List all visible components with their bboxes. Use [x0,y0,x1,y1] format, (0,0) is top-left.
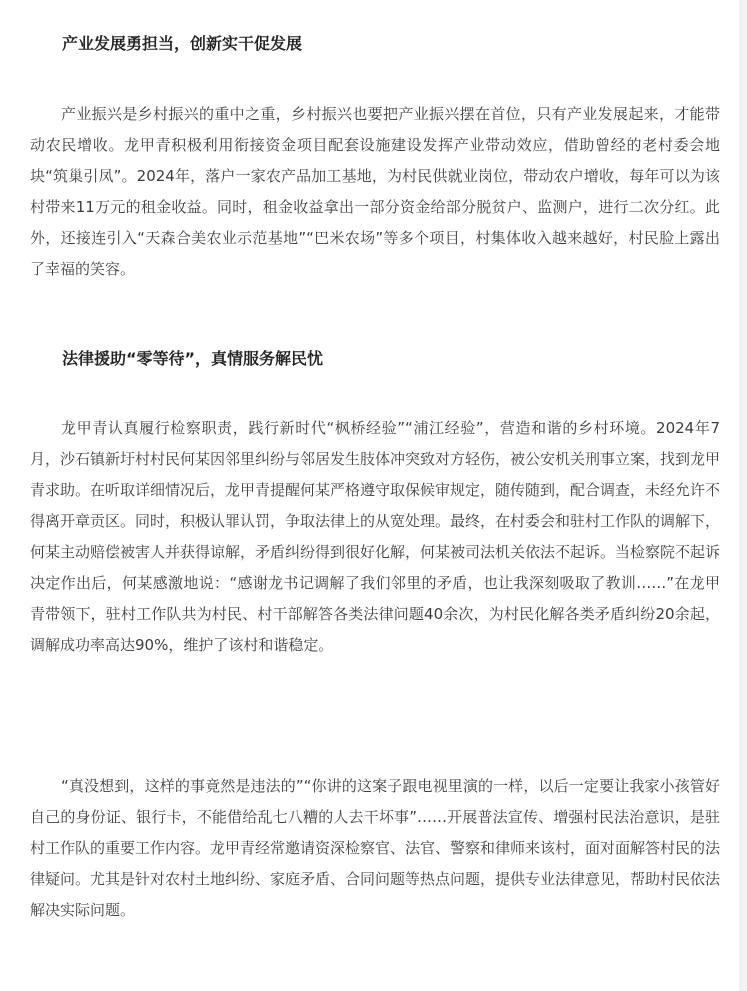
paragraph-legal-case: 龙甲青认真履行检察职责，践行新时代“枫桥经验”“浦江经验”，营造和谐的乡村环境。2024年7月，沙石镇新圩村村民何某因邻里纠纷与邻居发生肢体冲突致对方轻伤，被公安机关刑事立案，找到龙甲青求助。在听取详细情况后，龙甲青提醒何某严格遵守取保候审规定，随传随到，配合调查，未经允许不得离开章贡区。同时，积极认罪认罚，争取法律上的从宽处理。最终，在村委会和驻村工作队的调解下，何某主动赔偿被害人并获得谅解，矛盾纠纷得到很好化解，何某被司法机关依法不起诉。当检察院不起诉决定作出后，何某感激地说：“感谢龙书记调解了我们邻里的矛盾，也让我深刻吸取了教训……”在龙甲青带领下，驻村工作队共为村民、村干部解答各类法律问题40余次，为村民化解各类矛盾纠纷20余起，调解成功率高达90%，维护了该村和谐稳定。 [30,419,721,654]
page-edge [739,0,747,991]
paragraph-law-education: “真没想到，这样的事竟然是违法的”“你讲的这案子跟电视里演的一样，以后一定要让我家小孩管好自己的身份证、银行卡，不能借给乱七八糟的人去干坏事”……开展普法宣传、增强村民法治意识，是驻村工作队的重要工作内容。龙甲青经常邀请资深检察官、法官、警察和律师来该村，面对面解答村民的法律疑问。尤其是针对农村土地纠纷、家庭矛盾、合同问题等热点问题，提供专业法律意见，帮助村民依法解决实际问题。 [30,777,721,919]
section-heading-legal-aid: 法律援助“零等待”，真情服务解民忧 [62,349,324,368]
section-heading-industry: 产业发展勇担当，创新实干促发展 [62,34,303,53]
paragraph-industry: 产业振兴是乡村振兴的重中之重，乡村振兴也要把产业振兴摆在首位，只有产业发展起来，才能带动农民增收。龙甲青积极利用衔接资金项目配套设施建设发挥产业带动效应，借助曾经的老村委会地块“筑巢引凤”。2024年，落户一家农产品加工基地，为村民供就业岗位，带动农户增收，每年可以为该村带来11万元的租金收益。同时，租金收益拿出一部分资金给部分脱贫户、监测户，进行二次分红。此外，还接连引入“天森合美农业示范基地”“巴米农场”等多个项目，村集体收入越来越好，村民脸上露出了幸福的笑容。 [30,105,720,278]
